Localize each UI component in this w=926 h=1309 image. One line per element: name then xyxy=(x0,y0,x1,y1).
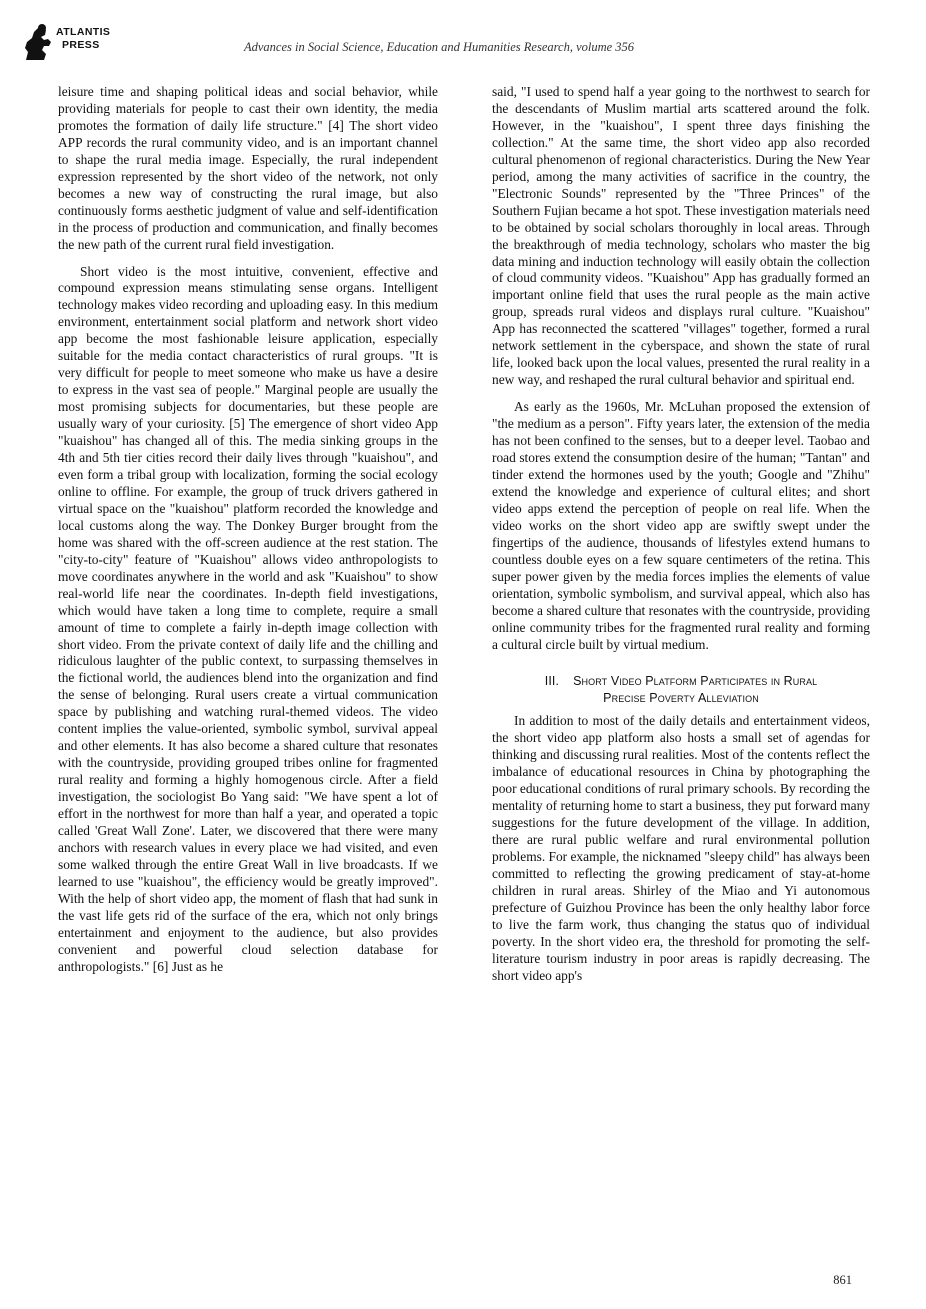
section-title-line-2: Precise Poverty Alleviation xyxy=(603,691,759,706)
paragraph: leisure time and shaping political ideas and social behavior, while providing materials for people to cast their own identity, the media promotes the formation of daily life structure." [4] The short video APP records the rural community video, and is an important channel to shape the rural media image. Especially, the rural independent expression represented by the short video of the network, not only becomes a new way of constructing the rural image, but also continuously forms aesthetic judgment of value and self-identification in the process of production and communication, and finally becomes the new path of the current rural field investigation. xyxy=(58,84,438,252)
left-column xyxy=(58,84,438,986)
publisher-line-1: ATLANTIS xyxy=(56,26,111,38)
publisher-name xyxy=(56,26,110,52)
section-title-line-1: Short Video Platform Participates in Rural xyxy=(573,674,818,689)
page-header xyxy=(22,22,902,64)
publisher-line-2: PRESS xyxy=(62,39,100,51)
right-column xyxy=(492,84,870,995)
paragraph: As early as the 1960s, Mr. McLuhan proposed the extension of "the medium as a person". Fifty years later, the extension of the media has not been confined to the senses, but to a deeper level. Taobao and road stores extend the consumption desire of the human; "Tantan" and tinder extend the hormones used by the youth; Google and "Zhihu" extend the knowledge and experience of cultural elites; and short video apps extend the perception of people on real life. When the video works on the short video app are swiftly swept under the fingertips of the audience, thousands of lifestyles extend humans to countless double eyes on a few square centimeters of the retina. This super power given by the media forces implies the elements of value orientation, symbolic symbolism, and survival appeal, which also has become a shared culture that resonates with the countryside, providing online community tribes for the fragmented rural reality and forming a cultural circle built by virtual medium. xyxy=(492,399,870,652)
atlantis-press-logo xyxy=(22,22,122,64)
section-number: III. xyxy=(544,674,560,689)
paragraph: Short video is the most intuitive, convenient, effective and compound expression means stimulating sense organs. Intelligent technology makes video recording and uploading easy. In this medium environment, entertainment social platform and network short video app become the most fashionable leisure application, especially suitable for the media contact characteristics of rural groups. "It is very difficult for people to meet someone who make us have a desire to express in the vast sea of people." Marginal people are usually the most promising subjects for documentaries, but these people are usually wary of your curiosity. [5] The emergence of short video App "kuaishou" has changed all of this. The media sinking groups in the 4th and 5th tier cities record their daily lives through "kuaishou", and even form a tribal group with localization, forming the social ecology online to offline. For example, the group of truck drivers gathered in virtual space on the "kuaishou" platform recorded the knowledge and local customs along the way. The Donkey Burger brought from the home was shared with the off-screen audience at the rest station. The "city-to-city" feature of "Kuaishou" allows video anthropologists to move coordinates anywhere in the world and ask "Kuaishou" to show real-world life near the coordinates. In-depth field investigations, which would have taken a long time to complete, require a small amount of time to complete a fairly in-depth image collection with short video. From the private context of daily life and the chilling and ridiculous laughter of the public context, to surpassing themselves in the fictional world, the audiences blend into the organization and find the sense of belonging. Rural users create a virtual communication space by publishing and watching rural-themed videos. The video content implies the value-oriented, symbolic symbol, survival appeal and other elements. It has also become a shared culture that resonates with the countryside, providing grouped tribes online for fragmented rural reality and forming a highly homogenous circle. After a field investigation, the sociologist Bo Yang said: "We have spent a lot of effort in the northwest for more than half a year, and operated a topic called 'Great Wall Zone'. Later, we discovered that there were many anchors with research values in every place we had visited, and even some walked through the entire Great Wall in live broadcasts. If we learned to use "kuaishou", the efficiency would be greatly improved". With the help of short video app, the moment of flash that had sunk in the vast life gets rid of the surface of the era, which not only brings entertainment and enjoyment to the audience, but also provides convenient and powerful cloud selection database for anthropologists." [6] Just as he xyxy=(58,263,438,974)
section-heading xyxy=(492,673,870,707)
paragraph: said, "I used to spend half a year going to the northwest to search for the descendants of Muslim martial arts scattered around the folk. However, in the "kuaishou", I spent three days finishing the collection." At the same time, the short video app also recorded cultural phenomenon of regional characteristics. During the New Year period, among the many activities of sacrifice in the country, the "Electronic Sounds" represented by the "Three Princes" of the Southern Fujian became a hot spot. These investigation materials need to be obtained by social scholars thoroughly in local areas. Through the breakthrough of media technology, scholars who master the big data mining and induction technology will easily obtain the collection of cloud community videos. "Kuaishou" App has gradually formed an important online field that uses the rural people as the main active group, spreads rural videos and displays rural culture. "Kuaishou" App has reconnected the scattered "villages" together, formed a rural network settlement in the cyberspace, and shown the state of rural life, looked back upon the local values, presented the rural reality in a new way, and reshaped the rural cultural behavior and spiritual end. xyxy=(492,84,870,388)
page-number: 861 xyxy=(833,1273,852,1287)
thinker-statue-icon xyxy=(22,22,56,62)
paragraph: In addition to most of the daily details and entertainment videos, the short video app platform also hosts a small set of agendas for thinking and discussing rural realities. Most of the contents reflect the imbalance of educational resources in China by photographing the poor educational conditions of rural primary schools. By recording the mentality of returning home to start a business, they put forward many suggestions for the future development of the village. In addition, there are rural public welfare and rural environmental pollution problems. For example, the nicknamed "sleepy child" has always been committed to reflecting the growing predicament of stay-at-home children in rural areas. Shirley of the Miao and Yi autonomous prefecture of Guizhou Province has been the only healthy labor force to live the farm work, thus changing the status quo of individual poverty. In the short video era, the threshold for promoting the self-literature tourism industry in poor areas is rapidly decreasing. The short video app's xyxy=(492,713,870,983)
journal-title: Advances in Social Science, Education and Humanities Research, volume 356 xyxy=(244,40,635,54)
